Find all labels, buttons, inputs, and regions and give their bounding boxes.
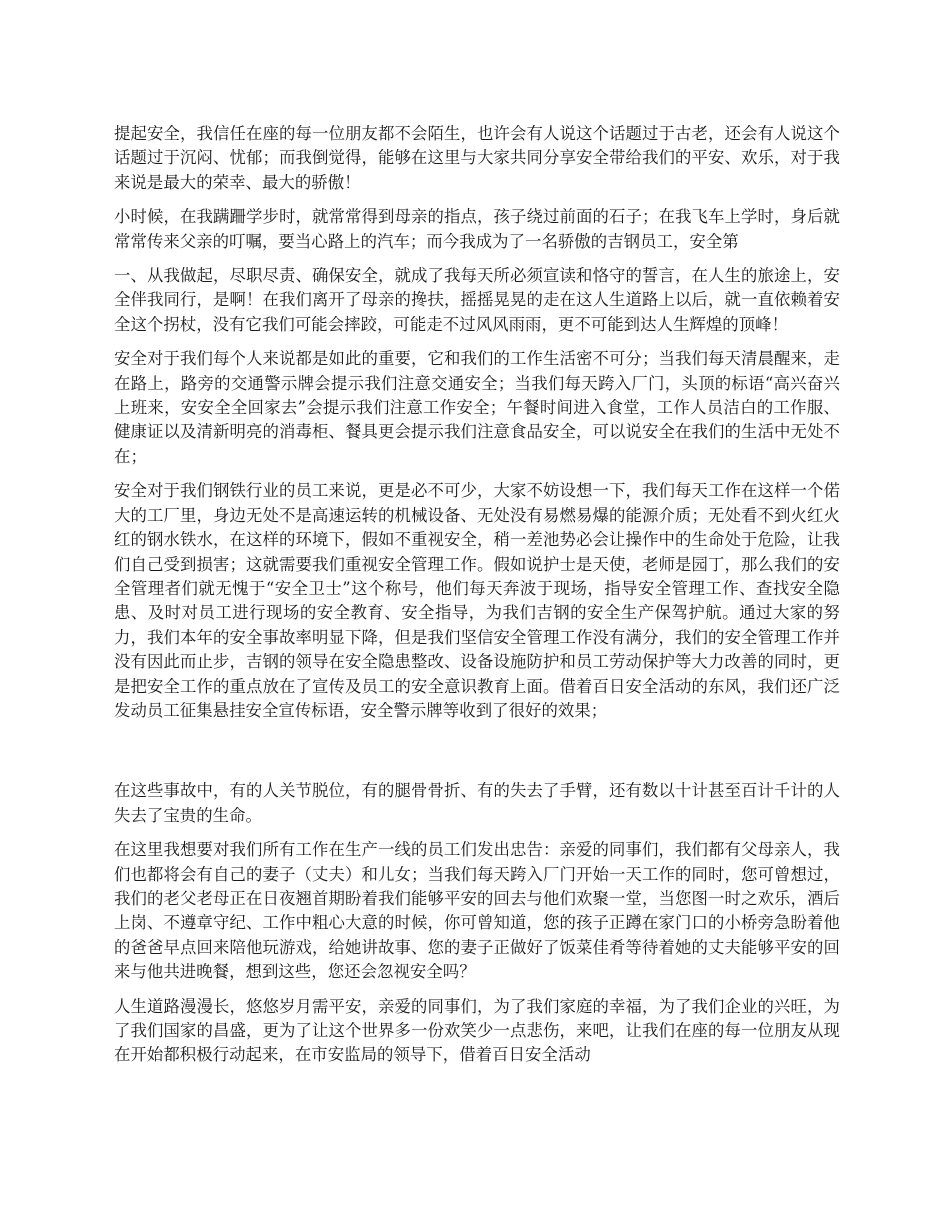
paragraph-accidents: 在这些事故中，有的人关节脱位，有的腿骨骨折、有的失去了手臂，还有数以十计甚至百计千计的人失去了宝贵的生命。 bbox=[114, 781, 840, 825]
paragraph-steel-industry: 安全对于我们钢铁行业的员工来说，更是必不可少，大家不妨设想一下，我们每天工作在这样一个偌大的工厂里，身边无处不是高速运转的机械设备、无处没有易燃易爆的能源介质；无处看不到火红火红的钢水铁水，在这样的环境下，假如不重视安全，稍一差池势必会让操作中的生命处于危险，让我们自己受到损害；这就需要我们重视安全管理工作。假如说护士是天使，老师是园丁，那么我们的安全管理者们就无愧于“安全卫士”这个称号，他们每天奔波于现场，指导安全管理工作、查找安全隐患、及时对员工进行现场的安全教育、安全指导，为我们吉钢的安全生产保驾护航。通过大家的努力，我们本年的安全事故率明显下降，但是我们坚信安全管理工作没有满分，我们的安全管理工作并没有因此而止步，吉钢的领导在安全隐患整改、设备设施防护和员工劳动保护等大力改善的同时，更是把安全工作的重点放在了宣传及员工的安全意识教育上面。借着百日安全活动的东风，我们还广泛发动员工征集悬挂安全宣传标语，安全警示牌等收到了很好的效果； bbox=[114, 481, 840, 720]
paragraph-intro: 提起安全，我信任在座的每一位朋友都不会陌生，也许会有人说这个话题过于古老，还会有人说这个话题过于沉闷、忧郁；而我倒觉得，能够在这里与大家共同分享安全带给我们的平安、欢乐，对于我来说是最大的荣幸、最大的骄傲！ bbox=[114, 124, 840, 192]
paragraph-daily-safety: 安全对于我们每个人来说都是如此的重要，它和我们的工作生活密不可分；当我们每天清晨醒来，走在路上，路旁的交通警示牌会提示我们注意交通安全；当我们每天跨入厂门，头顶的标语“高兴奋兴上班来，安安全全回家去”会提示我们注意工作安全；午餐时间进入食堂，工作人员洁白的工作服、健康证以及清新明亮的消毒柜、餐具更会提示我们注意食品安全，可以说安全在我们的生活中无处不在； bbox=[114, 349, 840, 466]
section-gap bbox=[114, 733, 840, 779]
paragraph-childhood: 小时候，在我蹒跚学步时，就常常得到母亲的指点，孩子绕过前面的石子；在我飞车上学时，身后就常常传来父亲的叮嘱，要当心路上的汽车；而今我成为了一名骄傲的吉钢员工，安全第 bbox=[114, 207, 840, 251]
paragraph-advice: 在这里我想要对我们所有工作在生产一线的员工们发出忠告：亲爱的同事们，我们都有父母亲人，我们也都将会有自己的妻子（丈夫）和儿女；当我们每天跨入厂门开始一天工作的同时，您可曾想过，我们的老父老母正在日夜翘首期盼着我们能够平安的回去与他们欢聚一堂，当您图一时之欢乐，酒后上岗、不遵章守纪、工作中粗心大意的时候，你可曾知道，您的孩子正蹲在家门口的小桥旁急盼着他的爸爸早点回来陪他玩游戏，给她讲故事、您的妻子正做好了饭菜佳肴等待着她的丈夫能够平安的回来与他共进晚餐，想到这些，您还会忽视安全吗？ bbox=[114, 840, 840, 982]
document-body bbox=[114, 122, 840, 1078]
paragraph-oath: 一、从我做起，尽职尽责、确保安全，就成了我每天所必须宣读和恪守的誓言，在人生的旅途上，安全伴我同行，是啊！在我们离开了母亲的搀扶，摇摇晃晃的走在这人生道路上以后，就一直依赖着安全这个拐杖，没有它我们可能会摔跤，可能走不过风风雨雨，更不可能到达人生辉煌的顶峰！ bbox=[114, 266, 840, 334]
paragraph-closing: 人生道路漫漫长，悠悠岁月需平安，亲爱的同事们，为了我们家庭的幸福，为了我们企业的兴旺，为了我们国家的昌盛，更为了让这个世界多一份欢笑少一点悲伤，来吧，让我们在座的每一位朋友从现在开始都积极行动起来，在市安监局的领导下，借着百日安全活动 bbox=[114, 996, 840, 1065]
